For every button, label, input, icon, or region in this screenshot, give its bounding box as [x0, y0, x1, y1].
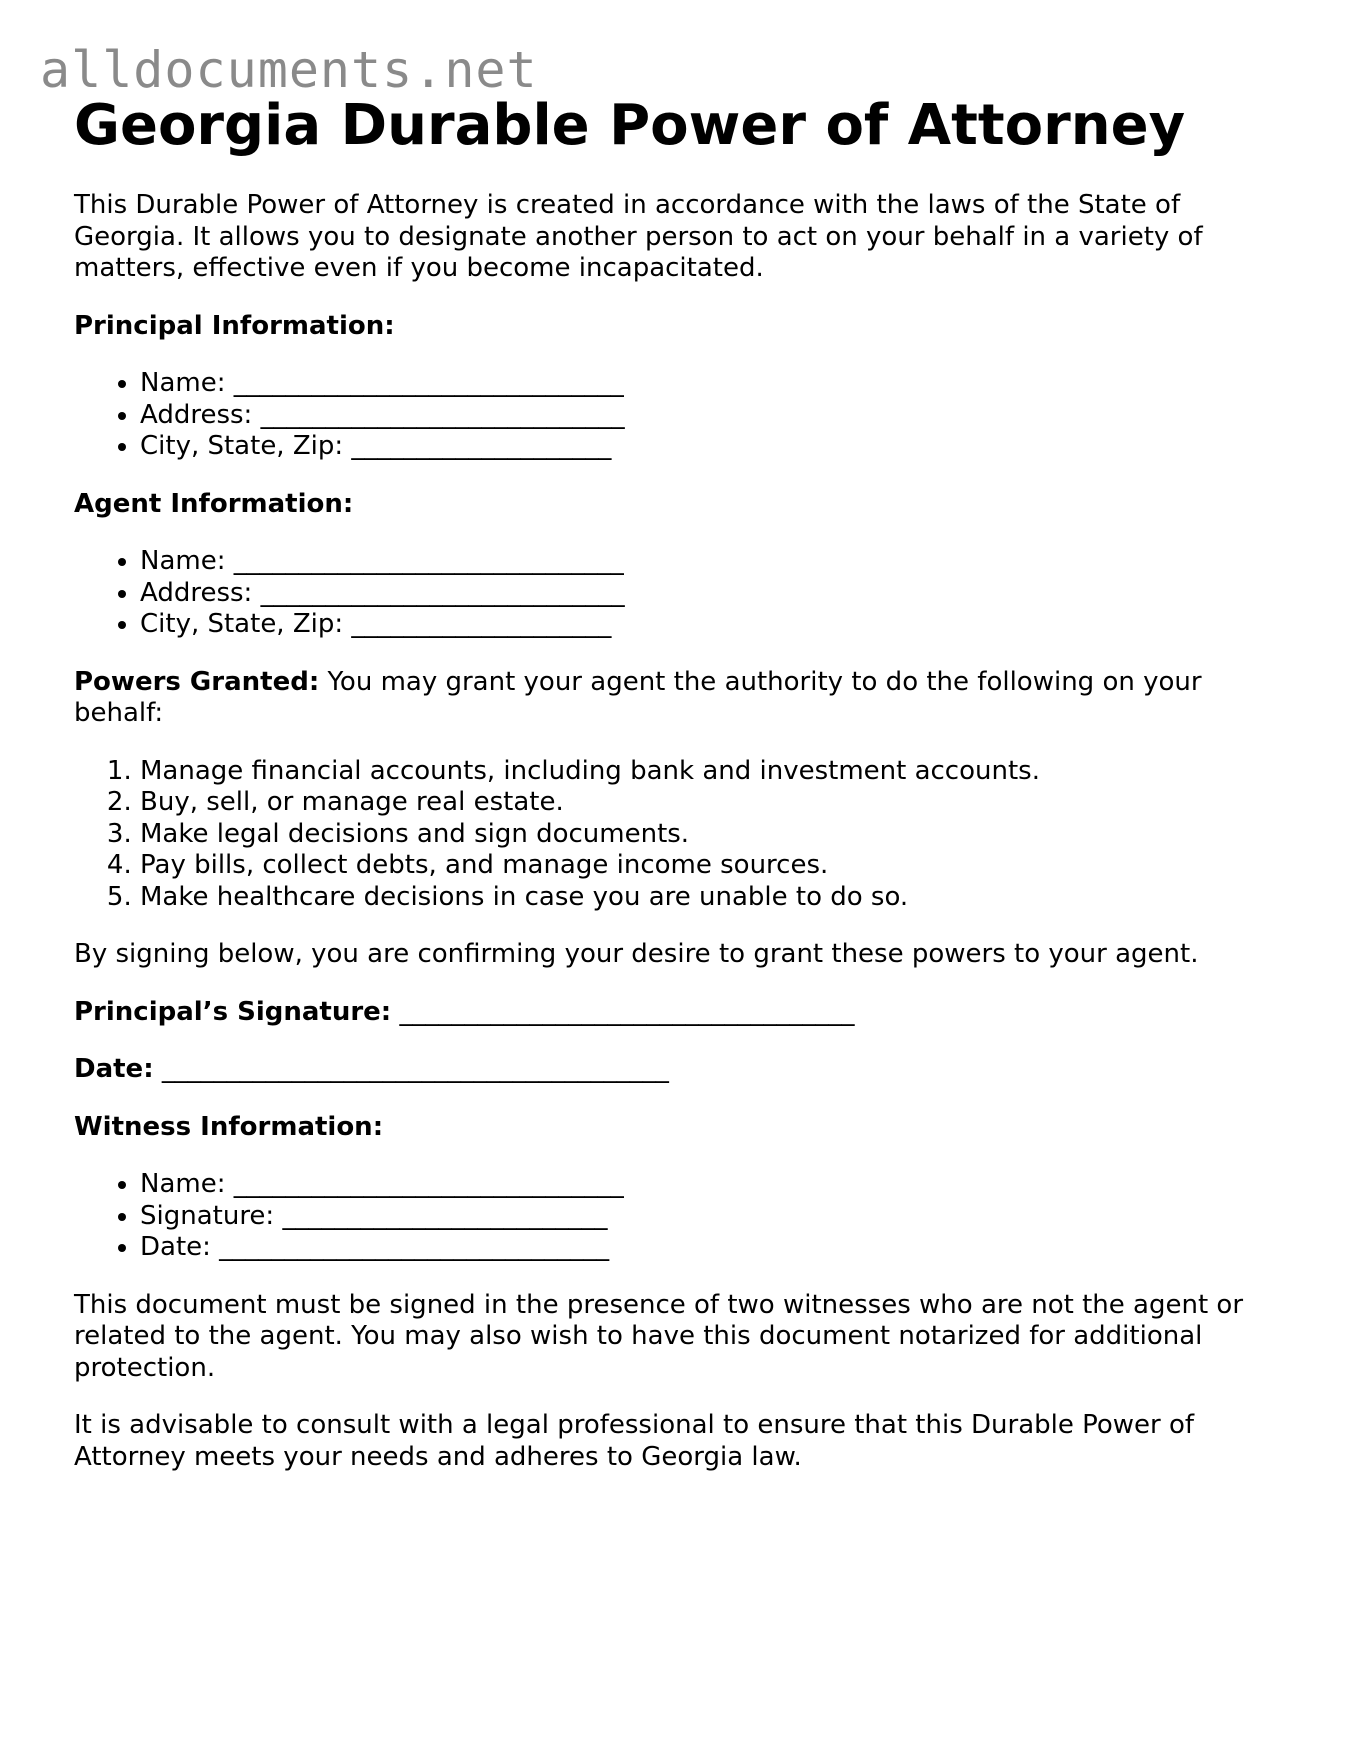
principal-name-field: • Name: ______________________________	[140, 368, 1284, 400]
power-item: 3. Make legal decisions and sign documents.	[140, 819, 1284, 851]
confirmation-text: By signing below, you are confirming your desire to grant these powers to your agent.	[74, 939, 1199, 969]
principal-fields-list	[74, 368, 1284, 463]
principal-signature-line	[74, 997, 1284, 1029]
agent-address-field: • Address: ____________________________	[140, 578, 1284, 610]
power-item: 1. Manage financial accounts, including bank and investment accounts.	[140, 756, 1284, 788]
power-item: 4. Pay bills, collect debts, and manage income sources.	[140, 850, 1284, 882]
principal-signature-blank: ___________________________________	[391, 996, 855, 1027]
powers-paragraph	[74, 667, 1284, 730]
document-page	[74, 92, 1284, 1473]
agent-heading: Agent Information:	[74, 488, 354, 519]
power-item: 5. Make healthcare decisions in case you are unable to do so.	[140, 882, 1284, 914]
intro-paragraph: This Durable Power of Attorney is created in accordance with the laws of the State of Georgia. It allows you to designate another person to act on your behalf in a variety of matters, effective even if you become incapacitated.	[74, 190, 1203, 283]
advice-paragraph: It is advisable to consult with a legal professional to ensure that this Durable Power of Attorney meets your needs and adheres to Georgia law.	[74, 1410, 1195, 1472]
witness-date-field: • Date: ______________________________	[140, 1232, 1284, 1264]
principal-heading: Principal Information:	[74, 310, 395, 341]
power-item: 2. Buy, sell, or manage real estate.	[140, 787, 1284, 819]
agent-fields-list	[74, 546, 1284, 641]
powers-list	[74, 756, 1284, 914]
witness-fields-list	[74, 1169, 1284, 1264]
date-line	[74, 1054, 1284, 1086]
witness-heading: Witness Information:	[74, 1111, 384, 1142]
principal-city-field: • City, State, Zip: ____________________	[140, 431, 1284, 463]
witness-note: This document must be signed in the presence of two witnesses who are not the agent or related to the agent. You may also wish to have this document notarized for additional protection.	[74, 1289, 1244, 1383]
powers-intro: You may grant your agent the authority to do the following on your behalf:	[74, 666, 1202, 728]
date-blank: _______________________________________	[153, 1054, 669, 1084]
principal-signature-label: Principal’s Signature:	[74, 996, 392, 1027]
principal-address-field: • Address: ____________________________	[140, 400, 1284, 432]
date-label: Date:	[74, 1054, 154, 1084]
watermark: alldocuments.net	[40, 41, 538, 99]
witness-name-field: • Name: ______________________________	[140, 1169, 1284, 1201]
witness-signature-field: • Signature: _________________________	[140, 1201, 1284, 1233]
document-title: Georgia Durable Power of Attorney	[74, 93, 1186, 158]
agent-city-field: • City, State, Zip: ____________________	[140, 609, 1284, 641]
agent-name-field: • Name: ______________________________	[140, 546, 1284, 578]
powers-heading: Powers Granted:	[74, 666, 320, 697]
